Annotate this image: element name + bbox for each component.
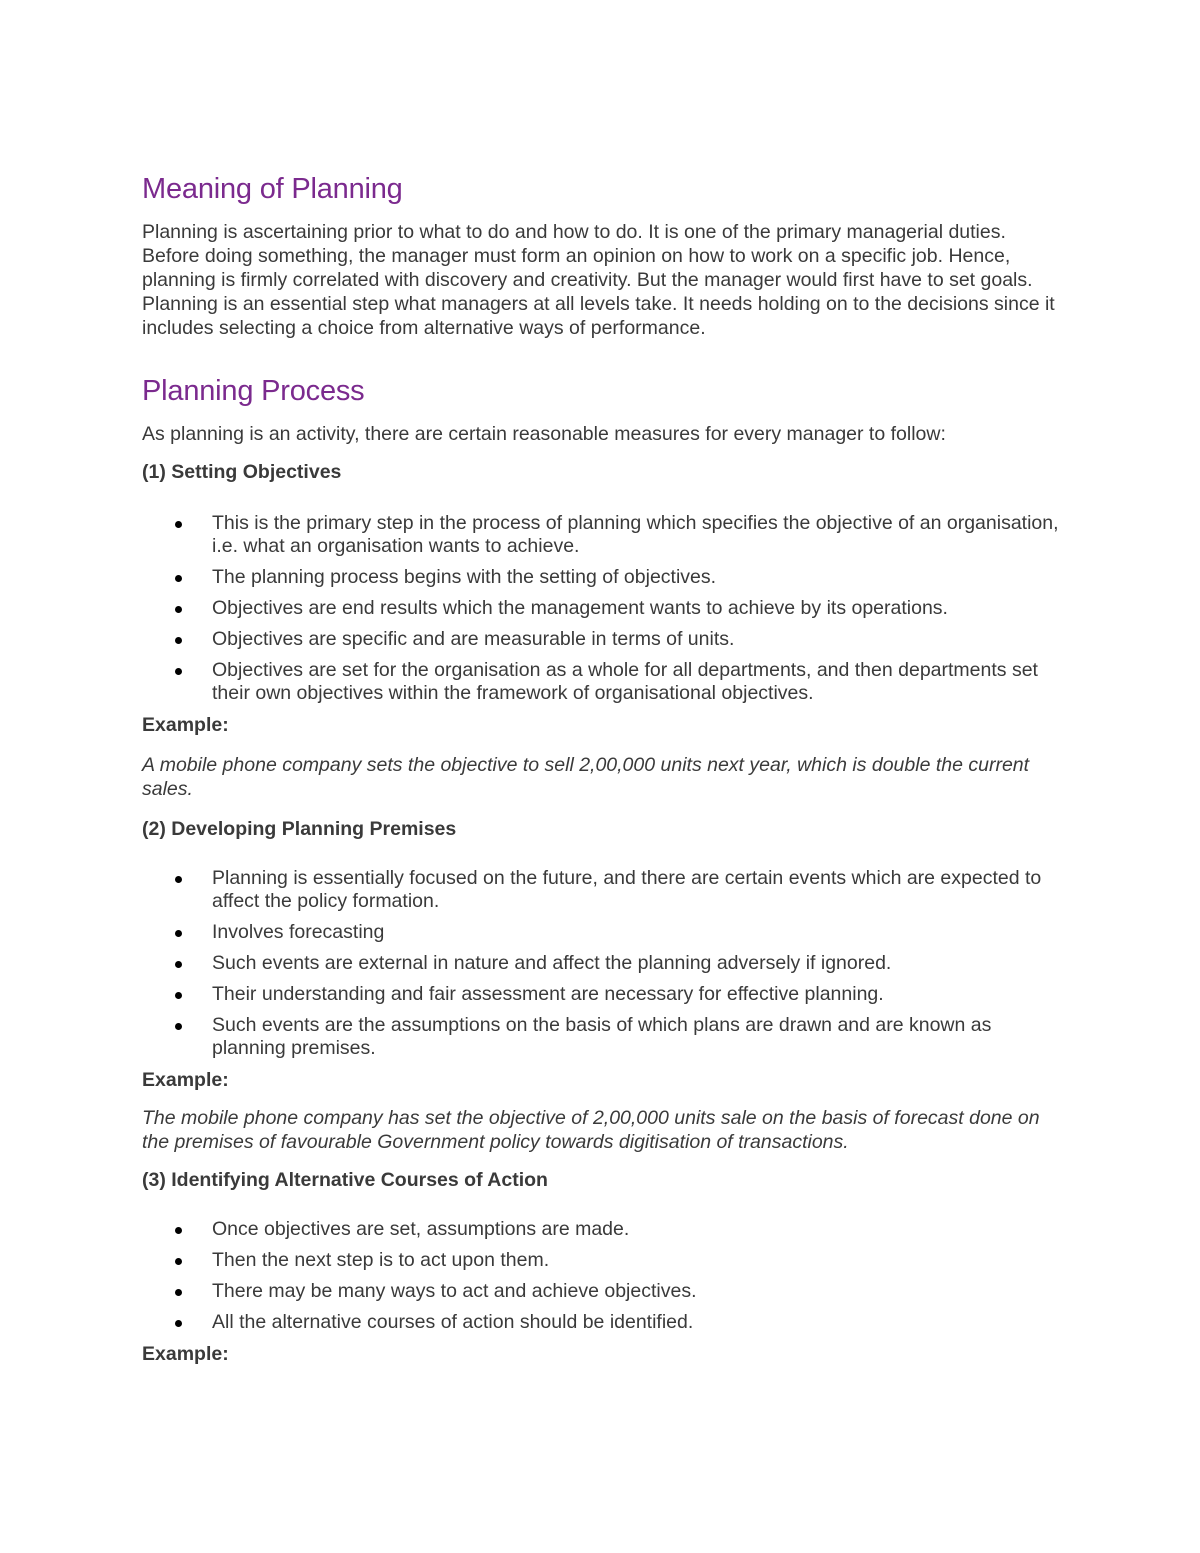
bullet-icon [175, 930, 182, 937]
list-item [142, 921, 1062, 944]
list-item-text: Their understanding and fair assessment are necessary for effective planning. [212, 983, 884, 1005]
list-item [142, 1280, 1062, 1303]
list-item-text: Objectives are specific and are measurable in terms of units. [212, 628, 735, 650]
step-title-identifying-alternative-courses: (3) Identifying Alternative Courses of Action [142, 1169, 548, 1191]
list-item [142, 1014, 1062, 1060]
list-item-text: This is the primary step in the process of planning which specifies the objective of an organisation, i.e. what an organisation wants to achieve. [212, 512, 1059, 557]
bullet-icon [175, 668, 182, 675]
list-item [142, 512, 1062, 558]
example-text: A mobile phone company sets the objective to sell 2,00,000 units next year, which is double the current sales. [142, 754, 1030, 800]
heading-planning-process: Planning Process [142, 375, 365, 407]
bullet-icon [175, 992, 182, 999]
list-item-text: Planning is essentially focused on the future, and there are certain events which are expected to affect the policy formation. [212, 867, 1042, 912]
step-title-setting-objectives: (1) Setting Objectives [142, 461, 342, 483]
bullet-icon [175, 521, 182, 528]
example-text: The mobile phone company has set the objective of 2,00,000 units sale on the basis of forecast done on the premises of favourable Government policy towards digitisation of transactions. [142, 1107, 1040, 1153]
list-item-text: All the alternative courses of action should be identified. [212, 1311, 694, 1333]
paragraph-meaning-of-planning: Planning is ascertaining prior to what to do and how to do. It is one of the primary managerial duties. Before doing something, the manager must form an opinion on how to work on a specific job. Hence, planning is firmly correlated with discovery and creativity. But the manager would first have to set goals. Planning is an essential step what managers at all levels take. It needs holding on to the decisions since it includes selecting a choice from alternative ways of performance. [142, 221, 1055, 339]
example-label: Example: [142, 714, 229, 736]
bullet-icon [175, 876, 182, 883]
list-item-text: Objectives are set for the organisation as a whole for all departments, and then departments set their own objectives within the framework of organisational objectives. [212, 659, 1038, 704]
list-item [142, 1218, 1062, 1241]
step-title-developing-planning-premises: (2) Developing Planning Premises [142, 818, 457, 840]
list-item [142, 983, 1062, 1006]
example-label: Example: [142, 1069, 229, 1091]
example-label: Example: [142, 1343, 229, 1365]
list-item [142, 566, 1062, 589]
list-item-text: Involves forecasting [212, 921, 385, 943]
bullet-icon [175, 575, 182, 582]
bullet-icon [175, 1289, 182, 1296]
bullet-list-identifying-alternative-courses [142, 1218, 1062, 1334]
bullet-icon [175, 637, 182, 644]
bullet-icon [175, 1227, 182, 1234]
bullet-icon [175, 1258, 182, 1265]
document-page [142, 170, 1062, 1366]
list-item-text: Such events are external in nature and affect the planning adversely if ignored. [212, 952, 892, 974]
bullet-list-setting-objectives [142, 512, 1062, 705]
bullet-icon [175, 961, 182, 968]
list-item [142, 867, 1062, 913]
list-item-text: The planning process begins with the setting of objectives. [212, 566, 717, 588]
list-item-text: Then the next step is to act upon them. [212, 1249, 550, 1271]
bullet-list-developing-planning-premises [142, 867, 1062, 1060]
list-item [142, 597, 1062, 620]
bullet-icon [175, 1320, 182, 1327]
list-item [142, 1311, 1062, 1334]
list-item [142, 628, 1062, 651]
list-item [142, 952, 1062, 975]
list-item [142, 1249, 1062, 1272]
list-item-text: There may be many ways to act and achieve objectives. [212, 1280, 697, 1302]
bullet-icon [175, 1023, 182, 1030]
list-item-text: Objectives are end results which the management wants to achieve by its operations. [212, 597, 948, 619]
heading-meaning-of-planning: Meaning of Planning [142, 173, 403, 205]
list-item [142, 659, 1062, 705]
paragraph-planning-process: As planning is an activity, there are certain reasonable measures for every manager to follow: [142, 423, 946, 445]
list-item-text: Such events are the assumptions on the basis of which plans are drawn and are known as planning premises. [212, 1014, 992, 1059]
bullet-icon [175, 606, 182, 613]
list-item-text: Once objectives are set, assumptions are made. [212, 1218, 630, 1240]
